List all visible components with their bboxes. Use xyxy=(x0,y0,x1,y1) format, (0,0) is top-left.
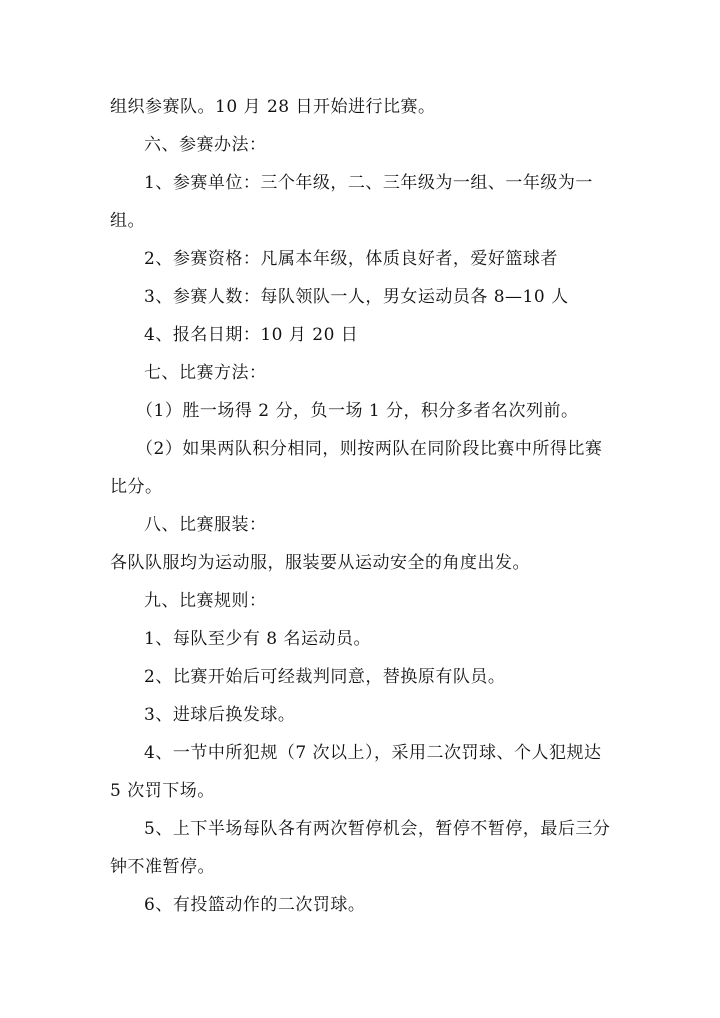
rule-4: 4、一节中所犯规（7 次以上），采用二次罚球、个人犯规达 5 次罚下场。 xyxy=(110,743,602,801)
paragraph-uniforms: 各队队服均为运动服，服装要从运动安全的角度出发。 xyxy=(110,553,530,573)
rule-6: 6、有投篮动作的二次罚球。 xyxy=(144,895,366,915)
rule-1: 1、每队至少有 8 名运动员。 xyxy=(144,629,371,649)
document-body xyxy=(110,88,615,924)
section-heading-8: 八、比赛服装： xyxy=(144,515,267,535)
rule-2: 2、比赛开始后可经裁判同意，替换原有队员。 xyxy=(144,667,506,687)
paragraph-eligibility: 2、参赛资格：凡属本年级，体质良好者，爱好篮球者 xyxy=(144,249,558,269)
paragraph-scoring-1: （1）胜一场得 2 分，负一场 1 分，积分多者名次列前。 xyxy=(136,401,579,421)
section-heading-6: 六、参赛办法： xyxy=(144,135,267,155)
section-heading-7: 七、比赛方法： xyxy=(144,363,267,383)
rule-5: 5、上下半场每队各有两次暂停机会，暂停不暂停，最后三分钟不准暂停。 xyxy=(110,819,611,877)
paragraph-participating-units: 1、参赛单位：三个年级，二、三年级为一组、一年级为一组。 xyxy=(110,173,593,231)
paragraph-1: 组织参赛队。10 月 28 日开始进行比赛。 xyxy=(110,97,436,117)
paragraph-scoring-2: （2）如果两队积分相同，则按两队在同阶段比赛中所得比赛比分。 xyxy=(110,439,603,497)
section-heading-9: 九、比赛规则： xyxy=(144,591,267,611)
paragraph-registration-date: 4、报名日期：10 月 20 日 xyxy=(144,325,359,345)
rule-3: 3、进球后换发球。 xyxy=(144,705,296,725)
paragraph-team-size: 3、参赛人数：每队领队一人，男女运动员各 8—10 人 xyxy=(144,287,569,307)
